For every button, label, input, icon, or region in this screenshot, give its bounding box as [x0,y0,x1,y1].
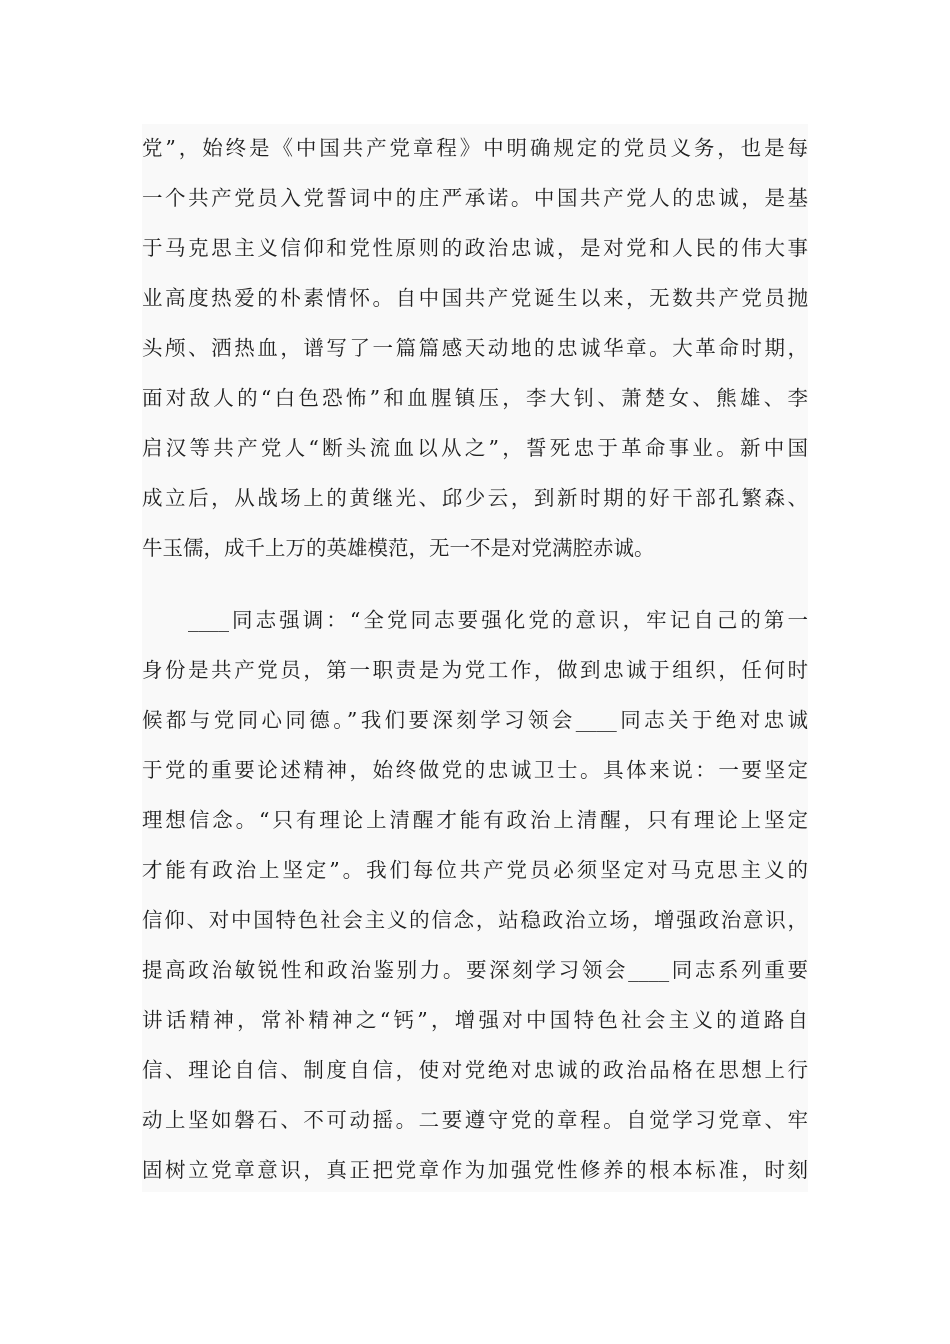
paragraph-1-line-8: 成立后，从战场上的黄继光、邱少云，到新时期的好干部孔繁森、 [142,486,808,510]
paragraph-2-line-9: 讲话精神，常补精神之“钙”，增强对中国特色社会主义的道路自 [142,1008,808,1032]
paragraph-2-line-1: ____同志强调：“全党同志要强化党的意识，牢记自己的第一 [188,608,808,632]
paragraph-1-line-6: 面对敌人的“白色恐怖”和血腥镇压，李大钊、萧楚女、熊雄、李 [142,386,808,410]
paragraph-2-line-5: 理想信念。“只有理论上清醒才能有政治上清醒，只有理论上坚定 [142,808,808,832]
paragraph-1-line-4: 业高度热爱的朴素情怀。自中国共产党诞生以来，无数共产党员抛 [142,286,808,310]
paragraph-2-line-12: 固树立党章意识，真正把党章作为加强党性修养的根本标准，时刻 [142,1158,808,1182]
paragraph-2-line-8: 提高政治敏锐性和政治鉴别力。要深刻学习领会____同志系列重要 [142,958,808,982]
paragraph-1-line-1: 党”，始终是《中国共产党章程》中明确规定的党员义务，也是每 [142,136,808,160]
paragraph-2-line-3: 候都与党同心同德。”我们要深刻学习领会____同志关于绝对忠诚 [142,708,808,732]
paragraph-1-line-2: 一个共产党员入党誓词中的庄严承诺。中国共产党人的忠诚，是基 [142,186,808,210]
paragraph-2-line-11: 动上坚如磐石、不可动摇。二要遵守党的章程。自觉学习党章、牢 [142,1108,808,1132]
paragraph-2-line-4: 于党的重要论述精神，始终做党的忠诚卫士。具体来说：一要坚定 [142,758,808,782]
paragraph-2-line-10: 信、理论自信、制度自信，使对党绝对忠诚的政治品格在思想上行 [142,1058,808,1082]
document-body [142,124,808,1192]
paragraph-1-line-3: 于马克思主义信仰和党性原则的政治忠诚，是对党和人民的伟大事 [142,236,808,260]
paragraph-2-line-2: 身份是共产党员，第一职责是为党工作，做到忠诚于组织，任何时 [142,658,808,682]
paragraph-2-line-6: 才能有政治上坚定”。我们每位共产党员必须坚定对马克思主义的 [142,858,808,882]
paragraph-1-line-7: 启汉等共产党人“断头流血以从之”，誓死忠于革命事业。新中国 [142,436,808,460]
paragraph-1-line-5: 头颅、洒热血，谱写了一篇篇感天动地的忠诚华章。大革命时期， [142,336,808,360]
paragraph-2-line-7: 信仰、对中国特色社会主义的信念，站稳政治立场，增强政治意识， [142,908,808,932]
paragraph-1-line-9: 牛玉儒，成千上万的英雄模范，无一不是对党满腔赤诚。 [142,536,655,560]
